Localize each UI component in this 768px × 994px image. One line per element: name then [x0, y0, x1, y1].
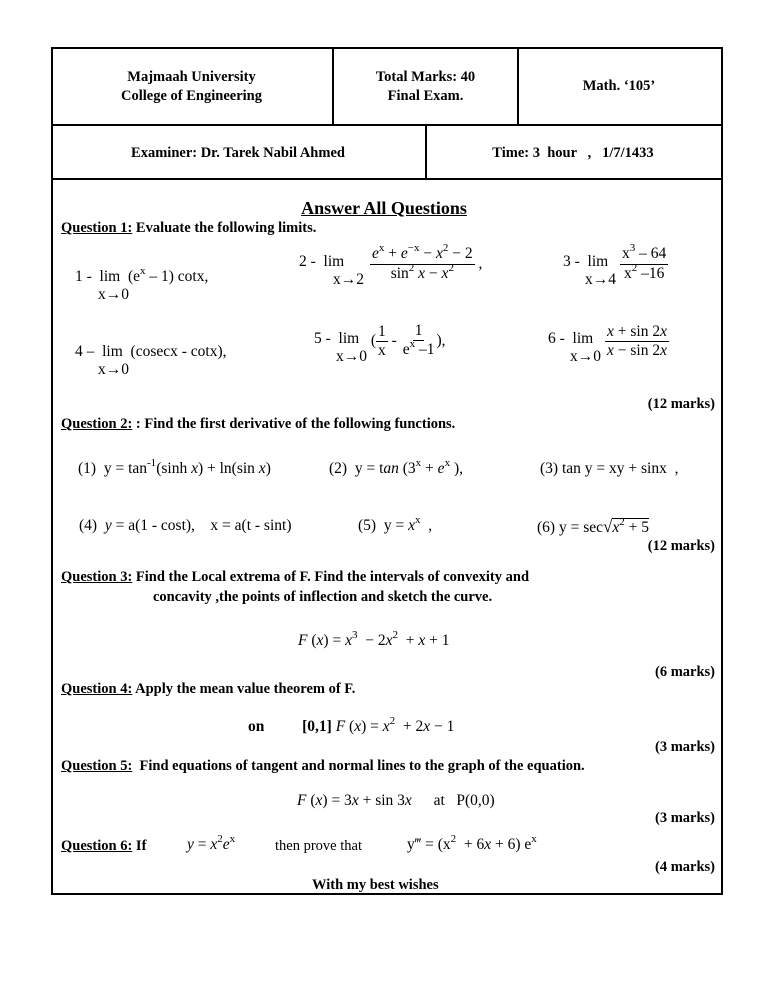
- limit-3: 3 - lim x→4 $x^3 - 64$ $x^2$ –16: [563, 241, 667, 288]
- on-label: on: [248, 718, 265, 735]
- question-4-text: Apply the mean value theorem of F.: [132, 681, 356, 697]
- question-1-header: [61, 220, 316, 237]
- time-cell: [427, 126, 719, 180]
- derivative-5: (5) $y = x^x$ ,: [358, 514, 433, 534]
- college-name: College of Engineering: [121, 87, 262, 104]
- function-q3: F $(x) = x^3 - 2x^2 + x + 1$: [298, 629, 450, 649]
- derivative-1: (1) $y = \tan^{-1}(\sinh$ x) + ln(sin x): [78, 457, 271, 477]
- question-2-header: [61, 416, 455, 433]
- limit-2: 2 - lim x→2 $e^x + e^{-x} - x^2 - 2$ $\sin^2 x - x^2$ ,: [299, 241, 483, 288]
- question-6-marks: (4 marks): [654, 859, 715, 875]
- total-marks: Total Marks: 40: [375, 68, 476, 85]
- examiner-cell: [51, 126, 425, 180]
- interval: [0,1]: [302, 718, 332, 735]
- question-3-header: [61, 569, 529, 586]
- header-row-2: [51, 126, 723, 180]
- question-3-marks: (6 marks): [654, 664, 715, 680]
- derivative-2: (2) $y = \tan (3^x + e^x$ ),: [329, 457, 463, 477]
- limit-5: 5 - lim x→0 ( 1 x - 1 $e^x$ –1 ),: [314, 322, 446, 365]
- point-label: at P(0,0): [433, 792, 495, 809]
- header-row-1: [51, 47, 723, 126]
- then-prove: then prove that: [275, 838, 362, 854]
- limit-4: 4 – lim (cosecx - cotx), x→0: [75, 343, 227, 378]
- exam-type: Final Exam.: [387, 87, 464, 104]
- question-1-marks: (12 marks): [647, 396, 715, 412]
- page-title: Answer All Questions: [301, 198, 467, 218]
- question-2-marks: (12 marks): [647, 538, 715, 554]
- question-5-header: [61, 758, 585, 775]
- question-4-label: Question 4:: [61, 681, 133, 697]
- university-name: Majmaah University: [127, 68, 256, 85]
- question-3-text: Find the Local extrema of F. Find the intervals of convexity and: [132, 569, 530, 585]
- exam-time: Time: 3 hour , 1/7/1433: [492, 144, 654, 161]
- course-code: Math. ‘105’: [582, 78, 656, 94]
- question-6-header: [61, 838, 146, 855]
- question-5-marks: (3 marks): [654, 810, 715, 826]
- question-6-if: If: [132, 838, 147, 854]
- limit-6: 6 - lim x→0 x + sin 2x x − sin 2x: [548, 322, 667, 365]
- examiner-name: Examiner: Dr. Tarek Nabil Ahmed: [131, 144, 345, 161]
- closing-text: With my best wishes: [312, 877, 439, 893]
- question-1-label: Question 1:: [61, 220, 133, 236]
- question-4-header: [61, 681, 355, 698]
- question-5-label: Question 5:: [61, 758, 133, 774]
- marks-cell: [334, 47, 517, 126]
- function-q5: F (x) = 3x + sin 3x at P(0,0): [297, 792, 495, 809]
- function-q4: on [0,1] F $(x) = x^2 + 2x - 1$: [248, 715, 455, 735]
- derivative-4: (4) y = a(1 - cost), x = a(t - sint): [79, 517, 292, 534]
- question-3-text-2: concavity ,the points of inflection and sketch the curve.: [153, 589, 493, 605]
- university-cell: [51, 47, 332, 126]
- prove-statement: y‴ = $(x^2 + 6x + 6)$ $e^x$: [407, 833, 537, 853]
- limit-1: $1 - \lim (e^x - 1)$ cotx, x→0: [75, 265, 209, 303]
- question-1-text: Evaluate the following limits.: [132, 220, 317, 236]
- derivative-3: (3) tan y = xy + sinx ,: [540, 460, 679, 477]
- question-6-label: Question 6:: [61, 838, 133, 854]
- question-3-label: Question 3:: [61, 569, 133, 585]
- question-4-marks: (3 marks): [654, 739, 715, 755]
- question-2-label: Question 2:: [61, 416, 133, 432]
- course-cell: [519, 47, 719, 126]
- question-5-text: Find equations of tangent and normal lines to the graph of the equation.: [132, 758, 585, 774]
- derivative-6: (6) $y = \sec√x^2 + 5$: [537, 516, 649, 536]
- function-q6: $y = x^2e^x$: [187, 833, 236, 853]
- question-2-text: : Find the first derivative of the following functions.: [132, 416, 456, 432]
